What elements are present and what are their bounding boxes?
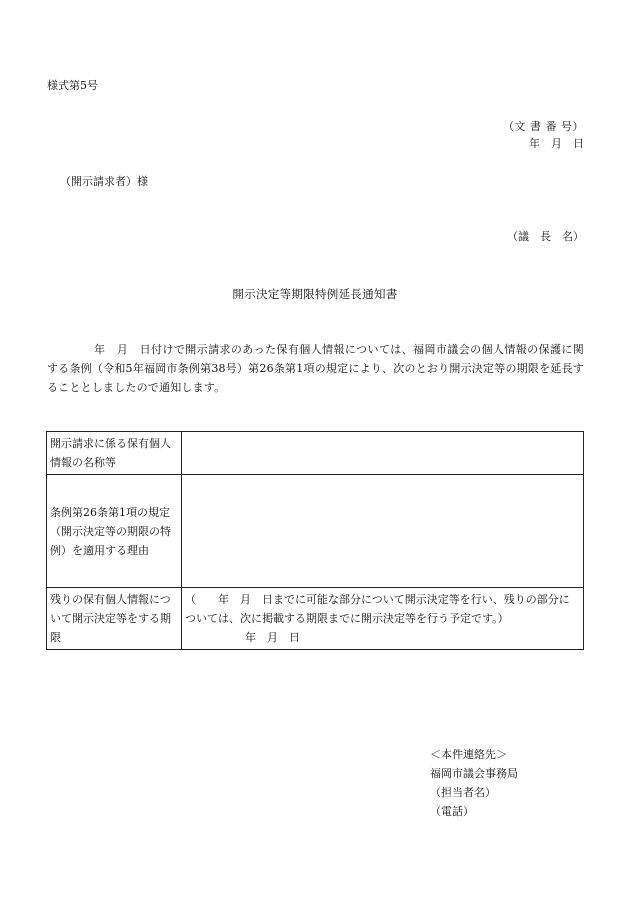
contact-person: （担当者名）	[430, 786, 496, 799]
document-number: （文 書 番 号）	[503, 120, 584, 133]
deadline-date: 年 月 日	[245, 631, 300, 644]
contact-block	[430, 745, 518, 821]
contact-office: 福岡市議会事務局	[430, 767, 518, 780]
row-value-reason	[182, 475, 584, 588]
addressee: （開示請求者）様	[60, 175, 148, 188]
extension-details-table	[46, 431, 584, 650]
document-date: 年 月 日	[529, 137, 584, 150]
notice-body: 年 月 日付けで開示請求のあった保有個人情報については、福岡市議会の個人情報の保護に関する条例（令和5年福岡市条例第38号）第26条第1項の規定により、次のとおり開示決定等の期限を延長することとしましたので通知します。	[47, 343, 584, 394]
chairperson-name: （議 長 名）	[507, 230, 584, 243]
contact-phone: （電話）	[430, 805, 474, 818]
row-label-deadline: 残りの保有個人情報について開示決定等をする期限	[47, 588, 182, 650]
table-row	[47, 475, 584, 588]
form-number: 様式第5号	[47, 79, 98, 92]
contact-heading: ＜本件連絡先＞	[430, 748, 507, 761]
row-value-deadline	[182, 588, 584, 650]
table-row	[47, 432, 584, 475]
row-value-info-name	[182, 432, 584, 475]
row-label-info-name: 開示請求に係る保有個人情報の名称等	[47, 432, 182, 475]
table-row	[47, 588, 584, 650]
deadline-note: （ 年 月 日までに可能な部分について開示決定等を行い、残りの部分については、次に掲載する期限までに開示決定等を行う予定です。）	[185, 593, 570, 625]
document-title: 開示決定等期限特例延長通知書	[232, 287, 398, 301]
row-label-reason: 条例第26条第1項の規定（開示決定等の期限の特例）を適用する理由	[47, 475, 182, 588]
